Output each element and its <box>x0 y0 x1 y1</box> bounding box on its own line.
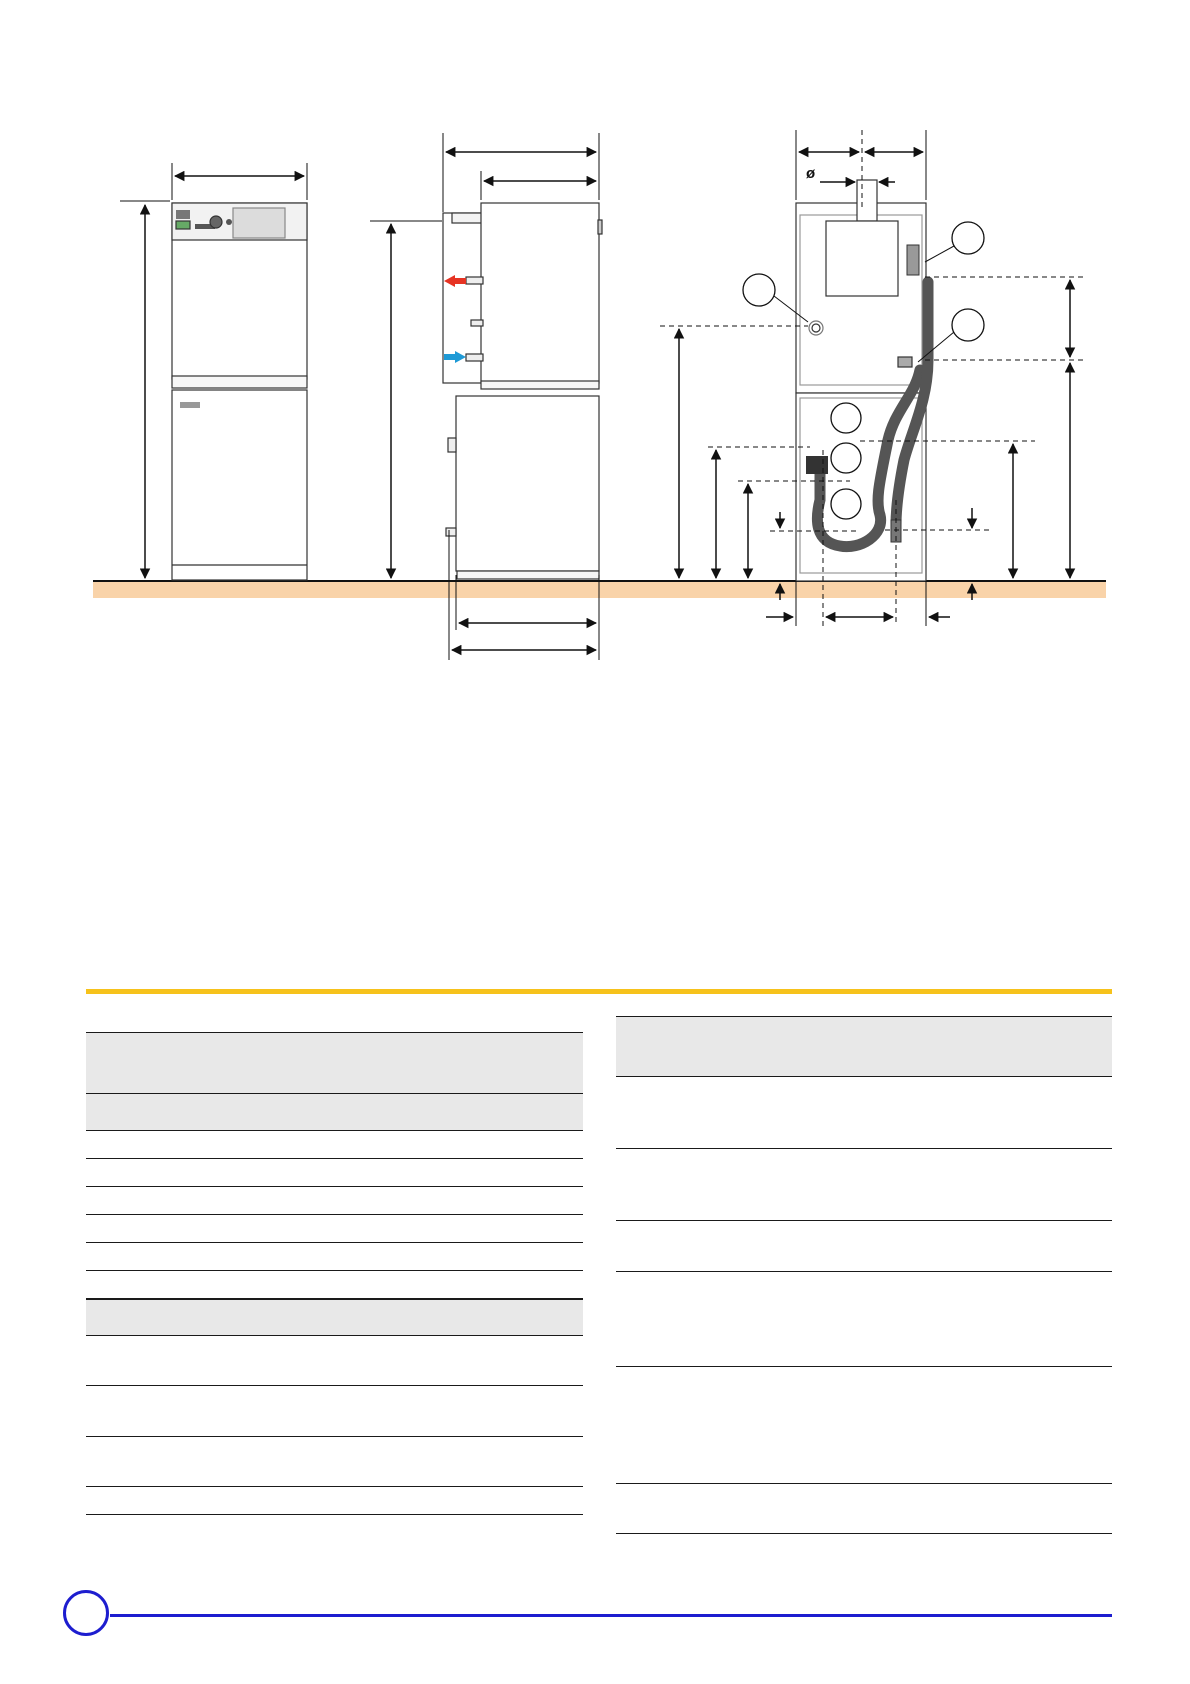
page-number-badge <box>63 1590 109 1636</box>
table-section-row <box>86 1094 583 1131</box>
table-row <box>86 1437 583 1487</box>
table-header-row <box>616 1016 1112 1077</box>
diameter-symbol-icon: ø <box>806 165 816 182</box>
footer-rule <box>110 1614 1112 1617</box>
callout-circle-3 <box>952 309 984 341</box>
table-row <box>616 1367 1112 1484</box>
callout-circle-2 <box>743 274 775 306</box>
valve-top <box>907 245 919 275</box>
table-row <box>86 1187 583 1215</box>
callout-circle-5 <box>831 443 861 473</box>
front-view <box>172 203 307 580</box>
pump <box>806 456 828 474</box>
table-row <box>86 1336 583 1386</box>
callout-circle-1 <box>952 222 984 254</box>
table-row <box>86 1271 583 1299</box>
table-row <box>86 1159 583 1187</box>
table-row <box>86 1215 583 1243</box>
table-row <box>86 1131 583 1159</box>
left-table <box>86 1032 583 1516</box>
table-row <box>616 1149 1112 1221</box>
table-row <box>616 1077 1112 1149</box>
table-row <box>86 1243 583 1271</box>
table-row <box>616 1221 1112 1272</box>
side-view <box>443 203 602 579</box>
table-row <box>616 1272 1112 1367</box>
section-divider <box>86 989 1112 994</box>
table-header-row <box>86 1032 583 1094</box>
table-row <box>86 1487 583 1515</box>
callout-circle-4 <box>831 403 861 433</box>
table-row <box>616 1484 1112 1534</box>
right-table <box>616 1016 1112 1534</box>
callout-circle-6 <box>831 489 861 519</box>
table-section-row <box>86 1299 583 1336</box>
table-row <box>86 1386 583 1437</box>
